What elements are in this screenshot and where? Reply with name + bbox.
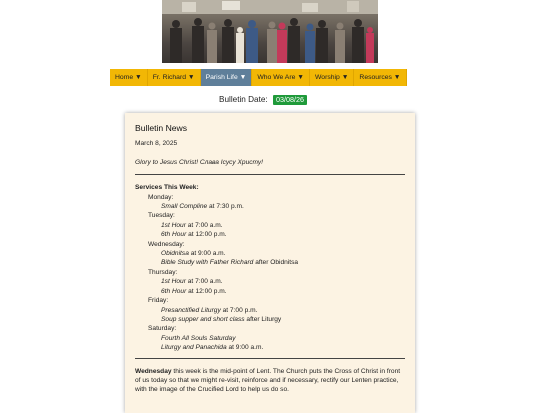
nav-parish-life[interactable]: Parish Life ▼ [201,69,253,86]
bulletin-date-text: March 8, 2025 [135,140,178,148]
service-item: Soup supper and short class after Liturgy [161,315,282,323]
service-item: Presanctified Liturgy at 7:00 p.m. [161,306,258,314]
service-item: 1st Hour at 7:00 a.m. [161,221,223,229]
divider [135,174,405,175]
service-item: Liturgy and Panachida at 9:00 a.m. [161,344,264,352]
bulletin-date-select[interactable]: 03/08/26 [273,95,307,105]
services-title: Services This Week: [135,184,199,192]
nav-resources[interactable]: Resources ▼ [354,69,406,86]
day-label: Saturday: [148,325,177,333]
parish-photo-banner [162,0,378,63]
service-item: Fourth All Souls Saturday [161,334,236,342]
nav-worship[interactable]: Worship ▼ [310,69,354,86]
service-item: 6th Hour at 12:00 p.m. [161,231,227,239]
bulletin-date-label: Bulletin Date: [219,95,268,105]
day-label: Tuesday: [148,212,175,220]
greeting: Glory to Jesus Christ! Слава Ісусу Христу! [135,158,264,166]
day-label: Friday: [148,297,169,305]
service-item: Obidnitsa at 9:00 a.m. [161,250,226,258]
day-label: Wednesday: [148,240,185,248]
service-item: Bible Study with Father Richard after Obidnitsa [161,259,299,267]
bulletin-date-row [219,95,307,105]
nav-fr-richard[interactable]: Fr. Richard ▼ [148,69,201,86]
parish-photo [162,0,378,63]
day-label: Monday: [148,193,174,201]
nav-home[interactable]: Home ▼ [110,69,148,86]
day-label: Thursday: [148,268,178,276]
service-item: 1st Hour at 7:00 a.m. [161,278,223,286]
news-paragraph: Wednesday this week is the mid-point of Lent. The Church puts the Cross of Christ in front of us today so that we might re-visit, reinforce and if necessary, rectify our Lenten practice, with the image of the Crucified Lord to help us do so. [135,367,401,394]
panel-title: Bulletin News [135,123,188,133]
main-nav [110,69,429,86]
service-item: Small Compline at 7:30 p.m. [161,203,244,211]
bulletin-news-panel [125,113,415,413]
nav-who-we-are[interactable]: Who We Are ▼ [252,69,310,86]
service-item: 6th Hour at 12:00 p.m. [161,287,227,295]
divider [135,358,405,359]
